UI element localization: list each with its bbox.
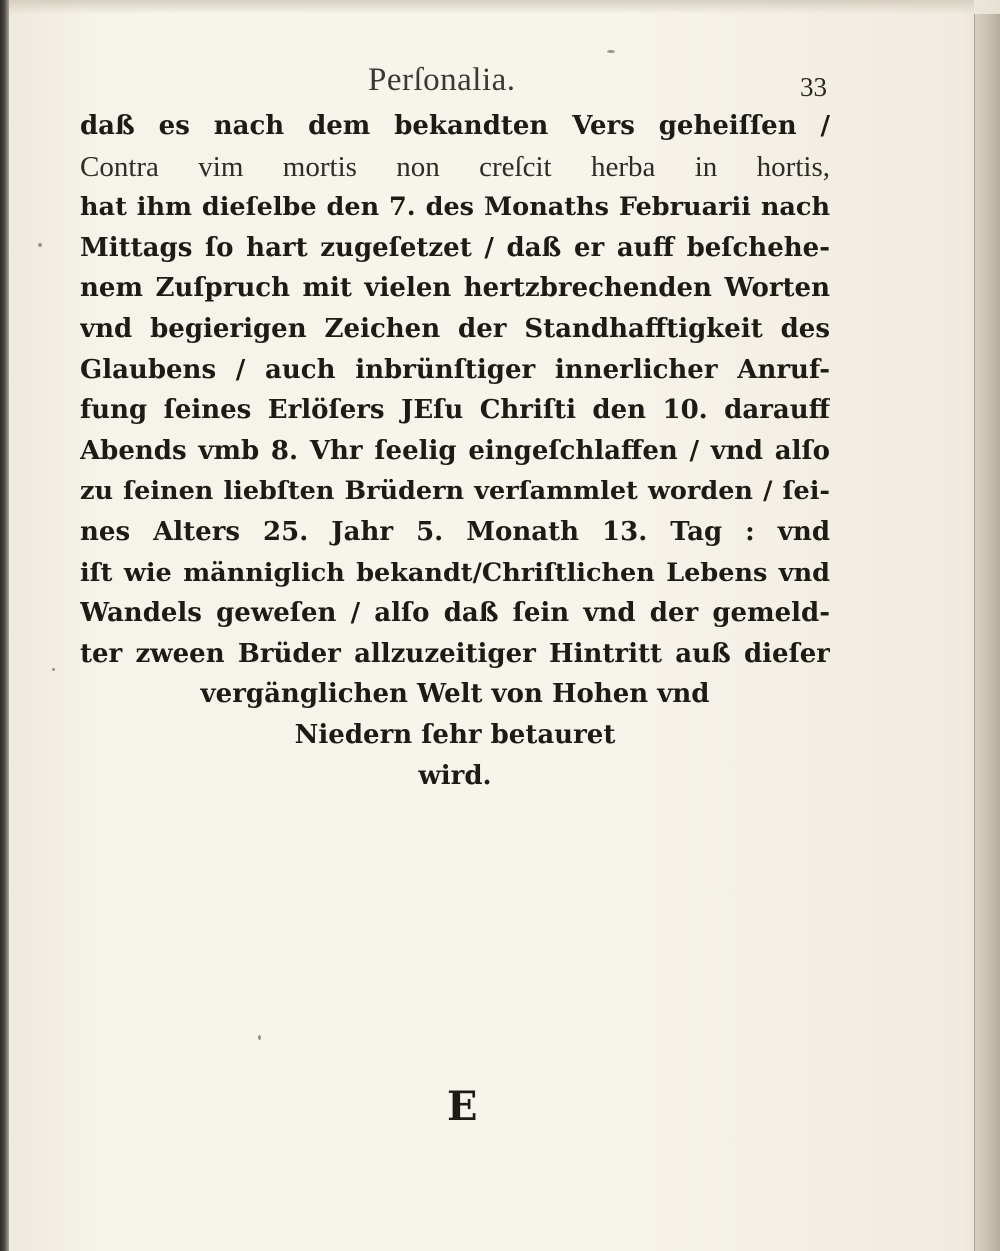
text-line-latin: Contra vim mortis non creſcit herba in hortis,: [80, 150, 830, 183]
text-line: fung ſeines Erlöſers JEſu Chriſti den 10. darauff: [80, 395, 830, 426]
text-line: Mittags ſo hart zugeſetzet / daß er auff beſchehe-: [80, 232, 830, 263]
binding-edge: [0, 0, 9, 1251]
running-head: Perſonalia.: [368, 62, 516, 98]
text-line: Glaubens / auch inbrünſtiger innerlicher Anruf-: [80, 354, 830, 385]
text-line-centered: wird.: [418, 760, 492, 791]
page-number: 33: [800, 72, 827, 102]
paper-speck: [38, 243, 42, 247]
paper-speck: [258, 1035, 261, 1040]
paper-speck: [52, 668, 55, 671]
text-line: daß es nach dem bekandten Vers geheiſſen /: [80, 111, 830, 141]
text-line: Abends vmb 8. Vhr ſeelig eingeſchlaffen / vnd alſo: [80, 435, 830, 466]
text-block: [80, 106, 830, 796]
text-line: hat ihm dieſelbe den 7. des Monaths Februarii nach: [80, 192, 830, 223]
text-line: Wandels geweſen / alſo daß ſein vnd der gemeld-: [80, 598, 830, 629]
text-line: zu ſeinen liebſten Brüdern verſammlet worden / ſei-: [80, 476, 830, 507]
text-line: iſt wie männiglich bekandt/Chriſtlichen Lebens vnd: [80, 557, 830, 588]
text-line: vnd begierigen Zeichen der Standhafftigkeit des: [80, 313, 830, 344]
text-line-centered: Niedern ſehr betauret: [294, 719, 616, 750]
text-line: nem Zuſpruch mit vielen hertzbrechenden Worten: [80, 273, 830, 304]
page-header: [0, 58, 1000, 108]
top-shadow: [9, 0, 974, 14]
text-line-centered: vergänglichen Welt von Hohen vnd: [200, 679, 710, 710]
catchword: E: [447, 1083, 478, 1130]
fore-edge: [974, 14, 1000, 1251]
paper-speck: [607, 50, 615, 53]
text-line: ter zween Brüder allzuzeitiger Hintritt auß dieſer: [80, 638, 830, 669]
text-line: nes Alters 25. Jahr 5. Monath 13. Tag : vnd: [80, 516, 830, 547]
